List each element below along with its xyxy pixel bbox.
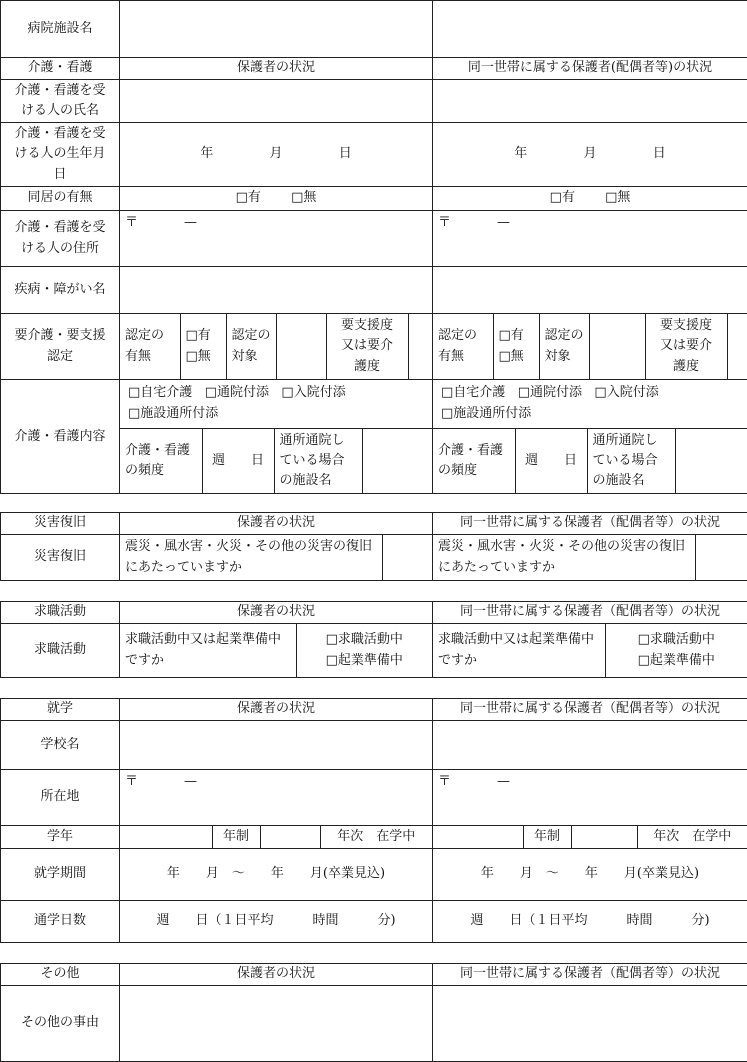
address-spouse-field[interactable] xyxy=(433,211,747,267)
grade-year-field[interactable] xyxy=(260,826,320,848)
support-level-label: 要支援度又は要介護度 xyxy=(326,314,408,379)
school-name-spouse-field[interactable] xyxy=(433,721,747,770)
grade-system-field[interactable] xyxy=(120,826,212,848)
care-recipient-dob-label: 介護・看護を受ける人の生年月日 xyxy=(1,123,120,187)
address-label: 介護・看護を受ける人の住所 xyxy=(1,211,120,267)
support-level-label: 要支援度又は要介護度 xyxy=(645,314,727,379)
support-level-field[interactable] xyxy=(727,314,747,379)
school-location-spouse-field[interactable] xyxy=(433,770,747,826)
grade-year-label: 年次 在学中 xyxy=(637,826,747,848)
cert-target-label: 認定の対象 xyxy=(226,314,276,379)
school-location-guardian-field[interactable] xyxy=(120,770,433,826)
care-content-spouse xyxy=(433,380,747,494)
cert-no-checkbox[interactable]: □無 xyxy=(185,348,211,364)
other-header-label: その他 xyxy=(1,964,120,986)
grade-spouse xyxy=(433,826,747,849)
study-period-label: 就学期間 xyxy=(1,849,120,901)
cert-no-checkbox[interactable]: □無 xyxy=(498,348,524,364)
job-row-label: 求職活動 xyxy=(1,624,120,678)
cert-yesno-label: 認定の有無 xyxy=(125,328,165,364)
dob-month: 月 xyxy=(583,146,597,162)
cohabit-spouse-field xyxy=(433,187,747,211)
job-options xyxy=(296,624,432,677)
care-recipient-name-label: 介護・看護を受ける人の氏名 xyxy=(1,80,120,123)
care-frequency-label: 介護・看護の頻度 xyxy=(125,443,191,479)
col-guardian-header: 保護者の状況 xyxy=(120,964,433,986)
school-name-guardian-field[interactable] xyxy=(120,721,433,770)
home-care-checkbox[interactable]: □自宅介護 xyxy=(128,385,193,400)
facility-guardian-field[interactable] xyxy=(120,1,433,58)
cohabit-guardian-field xyxy=(120,187,433,211)
cert-target-field[interactable] xyxy=(589,314,645,379)
other-reason-label: その他の事由 xyxy=(1,986,120,1062)
postal-mark: 〒 xyxy=(438,774,452,789)
facility-name-field[interactable] xyxy=(362,429,432,493)
cohabit-yes-checkbox[interactable]: □有 xyxy=(549,190,575,206)
job-question: 求職活動中又は起業準備中ですか xyxy=(125,632,282,668)
cert-yesno-label: 認定の有無 xyxy=(438,328,478,364)
disaster-answer-field[interactable] xyxy=(382,535,432,580)
startup-prep-checkbox[interactable]: □起業準備中 xyxy=(637,652,715,668)
facility-visit-checkbox[interactable]: □施設通所付添 xyxy=(128,405,219,421)
col-spouse-header: 同一世帯に属する保護者(配偶者等)の状況 xyxy=(433,58,747,80)
job-seeking-checkbox[interactable]: □求職活動中 xyxy=(325,632,403,648)
support-level-field[interactable] xyxy=(408,314,432,379)
school-days-label: 通学日数 xyxy=(1,901,120,943)
postal-dash: — xyxy=(184,215,198,230)
care-content-guardian xyxy=(120,380,433,494)
school-days-guardian-field[interactable]: 週 日（１日平均 時間 分) xyxy=(120,901,433,943)
col-spouse-header: 同一世帯に属する保護者（配偶者等）の状況 xyxy=(433,699,747,721)
grade-year-field[interactable] xyxy=(571,826,637,848)
disaster-spouse xyxy=(433,535,747,581)
school-table xyxy=(0,698,747,943)
cert-yes-checkbox[interactable]: □有 xyxy=(498,328,524,344)
dob-year: 年 xyxy=(200,146,214,162)
disaster-question: 震災・風水害・火災・その他の災害の復旧にあたっていますか xyxy=(438,539,686,575)
postal-mark: 〒 xyxy=(125,774,139,789)
school-name-label: 学校名 xyxy=(1,721,120,770)
cohabit-no-checkbox[interactable]: □無 xyxy=(291,190,317,206)
col-spouse-header: 同一世帯に属する保護者（配偶者等）の状況 xyxy=(433,602,747,624)
job-table xyxy=(0,601,747,678)
nursing-cert-spouse xyxy=(433,314,747,380)
hospital-stay-checkbox[interactable]: □入院付添 xyxy=(281,385,346,400)
postal-dash: — xyxy=(184,774,198,789)
care-table xyxy=(0,0,747,494)
nursing-cert-label: 要介護・要支援認定 xyxy=(1,314,120,380)
facility-spouse-field[interactable] xyxy=(433,1,747,58)
dob-year: 年 xyxy=(514,146,528,162)
postal-dash: — xyxy=(497,215,511,230)
job-guardian xyxy=(120,624,433,678)
care-frequency-label: 介護・看護の頻度 xyxy=(438,443,504,479)
job-header-label: 求職活動 xyxy=(1,602,120,624)
postal-mark: 〒 xyxy=(125,215,139,230)
cohabit-yes-checkbox[interactable]: □有 xyxy=(235,190,261,206)
cert-target-field[interactable] xyxy=(276,314,326,379)
illness-guardian-field[interactable] xyxy=(120,267,433,314)
job-spouse xyxy=(433,624,747,678)
freq-week: 週 xyxy=(524,453,538,469)
facility-name-label: 通所通院している場合の施設名 xyxy=(274,429,362,493)
school-location-label: 所在地 xyxy=(1,770,120,826)
dob-guardian-field[interactable] xyxy=(120,123,433,187)
postal-mark: 〒 xyxy=(438,215,452,230)
grade-system-label: 年制 xyxy=(212,826,260,848)
disaster-header-label: 災害復旧 xyxy=(1,513,120,535)
school-days-spouse-field[interactable]: 週 日（１日平均 時間 分) xyxy=(433,901,747,943)
job-options xyxy=(605,624,747,677)
address-guardian-field[interactable] xyxy=(120,211,433,267)
grade-system-field[interactable] xyxy=(433,826,523,848)
disaster-guardian xyxy=(120,535,433,581)
cert-yesno-checkboxes xyxy=(493,314,539,379)
illness-spouse-field[interactable] xyxy=(433,267,747,314)
job-question: 求職活動中又は起業準備中ですか xyxy=(438,632,595,668)
facility-name-field[interactable] xyxy=(675,429,747,493)
col-spouse-header: 同一世帯に属する保護者（配偶者等）の状況 xyxy=(433,513,747,535)
disaster-row-label: 災害復旧 xyxy=(1,535,120,581)
cohabit-no-checkbox[interactable]: □無 xyxy=(605,190,631,206)
dob-day: 日 xyxy=(652,146,666,162)
cert-yes-checkbox[interactable]: □有 xyxy=(185,328,211,344)
cert-yesno-checkboxes xyxy=(180,314,226,379)
freq-day: 日 xyxy=(251,453,265,469)
dob-month: 月 xyxy=(269,146,283,162)
cert-target-label: 認定の対象 xyxy=(539,314,589,379)
other-reason-spouse-field[interactable] xyxy=(433,986,747,1062)
freq-week: 週 xyxy=(211,453,225,469)
disaster-table xyxy=(0,512,747,581)
care-section-label: 介護・看護 xyxy=(1,58,120,80)
col-guardian-header: 保護者の状況 xyxy=(120,602,433,624)
care-content-label: 介護・看護内容 xyxy=(1,380,120,494)
other-reason-guardian-field[interactable] xyxy=(120,986,433,1062)
study-period-guardian-field[interactable]: 年 月 ～ 年 月(卒業見込) xyxy=(120,849,433,901)
hospital-stay-checkbox[interactable]: □入院付添 xyxy=(594,385,659,400)
study-period-spouse-field[interactable]: 年 月 ～ 年 月(卒業見込) xyxy=(433,849,747,901)
facility-visit-checkbox[interactable]: □施設通所付添 xyxy=(441,405,532,421)
recipient-name-guardian-field[interactable] xyxy=(120,80,433,123)
other-table xyxy=(0,963,747,1062)
cohabit-label: 同居の有無 xyxy=(1,187,120,211)
col-guardian-header: 保護者の状況 xyxy=(120,699,433,721)
disaster-answer-field[interactable] xyxy=(695,535,747,580)
grade-system-label: 年制 xyxy=(523,826,571,848)
home-care-checkbox[interactable]: □自宅介護 xyxy=(441,385,506,400)
grade-guardian xyxy=(120,826,433,849)
care-frequency-field[interactable] xyxy=(202,429,274,493)
hospital-visit-checkbox[interactable]: □通院付添 xyxy=(517,385,582,400)
col-guardian-header: 保護者の状況 xyxy=(120,513,433,535)
col-spouse-header: 同一世帯に属する保護者（配偶者等）の状況 xyxy=(433,964,747,986)
nursing-cert-guardian xyxy=(120,314,433,380)
school-header-label: 就学 xyxy=(1,699,120,721)
grade-year-label: 年次 在学中 xyxy=(320,826,432,848)
postal-dash: — xyxy=(497,774,511,789)
dob-day: 日 xyxy=(338,146,352,162)
facility-name-label: 通所通院している場合の施設名 xyxy=(587,429,675,493)
startup-prep-checkbox[interactable]: □起業準備中 xyxy=(325,652,403,668)
dob-spouse-field[interactable] xyxy=(433,123,747,187)
recipient-name-spouse-field[interactable] xyxy=(433,80,747,123)
care-frequency-field[interactable] xyxy=(515,429,587,493)
disaster-question: 震災・風水害・火災・その他の災害の復旧にあたっていますか xyxy=(125,539,373,575)
job-seeking-checkbox[interactable]: □求職活動中 xyxy=(637,632,715,648)
col-guardian-header: 保護者の状況 xyxy=(120,58,433,80)
illness-label: 疾病・障がい名 xyxy=(1,267,120,314)
facility-label: 病院施設名 xyxy=(1,1,120,58)
grade-label: 学年 xyxy=(1,826,120,849)
hospital-visit-checkbox[interactable]: □通院付添 xyxy=(204,385,269,400)
freq-day: 日 xyxy=(564,453,578,469)
